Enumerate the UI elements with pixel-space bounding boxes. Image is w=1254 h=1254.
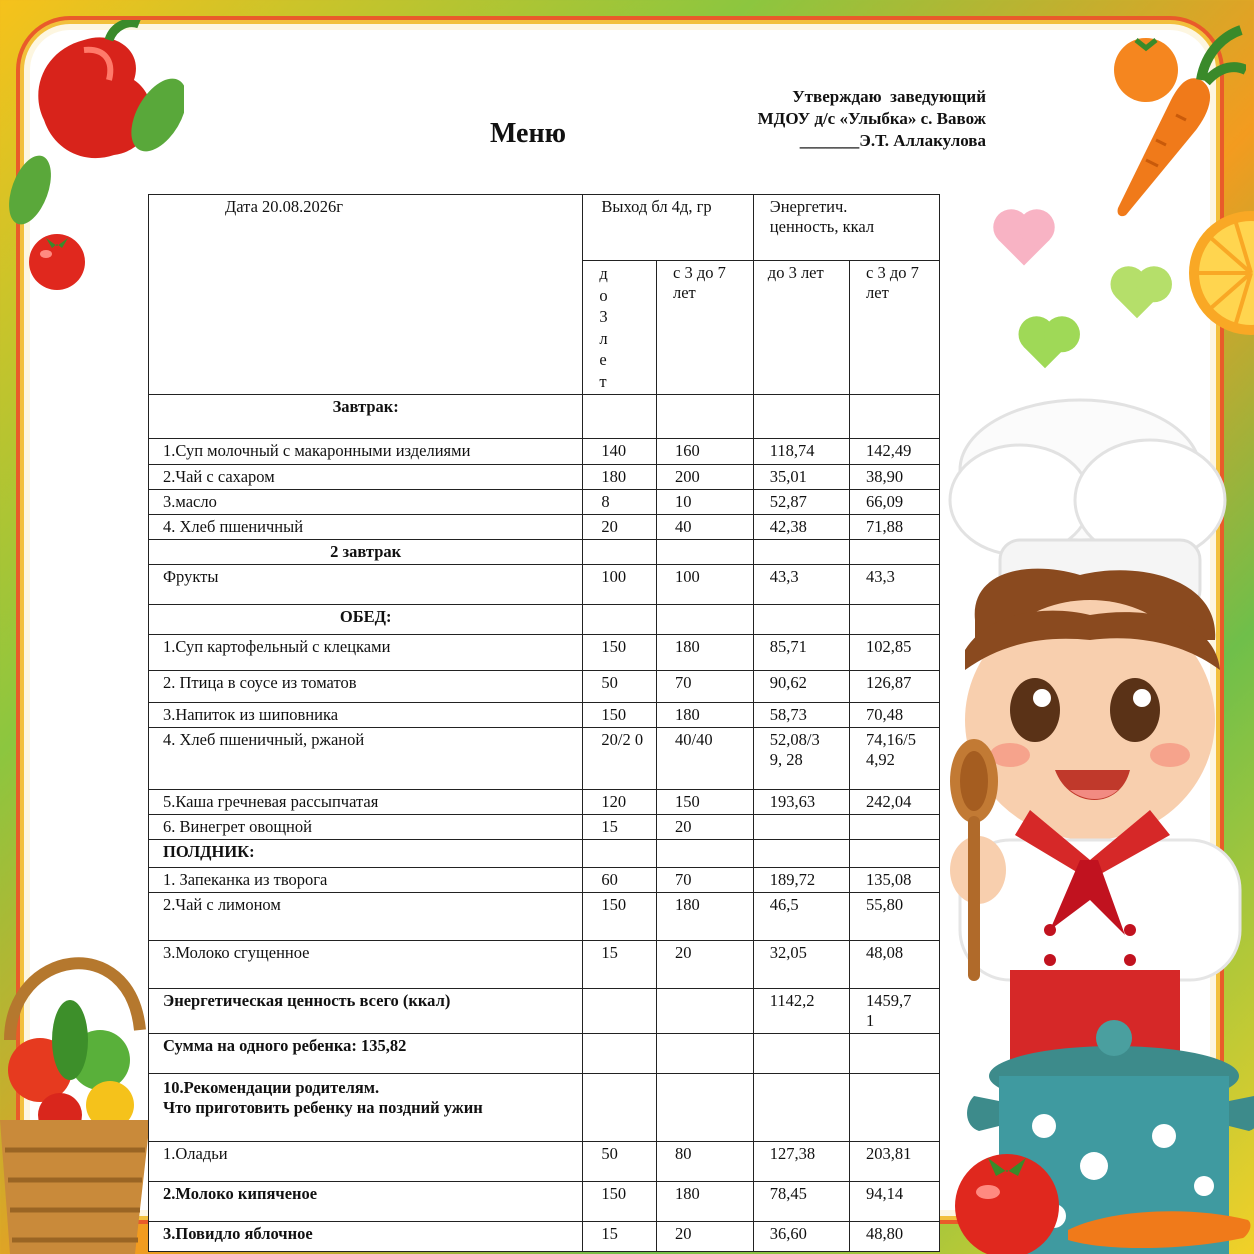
3to7-yield-header: с 3 до 7 лет [657,261,754,395]
sum-label: Сумма на одного ребенка: 135,82 [149,1034,583,1074]
item-name: 1.Суп молочный с макаронными изделиями [163,441,471,460]
total-row [149,989,940,1034]
table-row [149,1142,940,1182]
page-title: Меню [490,118,567,149]
section-row [149,540,940,565]
energy-header: Энергетич. ценность, ккал [753,195,939,261]
table-row [149,893,940,941]
under3-energy-header: до 3 лет [753,261,849,395]
energy-under3: 36,60 [769,1224,807,1243]
item-name: 4. Хлеб пшеничный [163,517,304,536]
energy-3to7: 74,16/5 4,92 [866,730,916,769]
item-name: 3.масло [163,492,217,511]
total-3to7-value: 1459,7 1 [866,991,912,1030]
yield-3to7: 180 [675,705,700,724]
table-row [149,790,940,815]
energy-3to7: 48,08 [866,943,904,962]
energy-under3: 32,05 [769,943,807,962]
vegetable-basket-icon [0,920,160,1254]
yield-under3: 150 [601,637,627,656]
yield-under3: 15 [601,817,618,836]
recommendation-title: 10.Рекомендации родителям. [163,1078,380,1097]
item-name: 1.Суп картофельный с клецками [163,637,391,656]
lunch-rows [149,635,940,840]
table-row [149,490,940,515]
date-cell [149,195,583,395]
energy-under3: 90,62 [769,673,807,692]
leaf-cluster-icon [0,150,60,230]
approval-line-1: Утверждаю заведующий [792,87,986,106]
yield-3to7: 180 [675,1184,700,1203]
yield-under3: 15 [601,943,618,962]
energy-under3: 52,08/3 9, 28 [769,730,820,769]
yield-under3: 50 [601,673,618,692]
energy-under3: 43,3 [769,567,799,586]
item-name: 5.Каша гречневая рассыпчатая [163,792,379,811]
yield-under3: 50 [601,1144,618,1163]
table-row [149,728,940,790]
second-breakfast-rows [149,565,940,605]
yield-under3: 8 [601,492,610,511]
breakfast-rows [149,439,940,540]
section-row [149,605,940,635]
yield-3to7: 20 [675,943,692,962]
energy-under3: 42,38 [769,517,807,536]
table-row [149,439,940,465]
energy-under3: 118,74 [769,441,815,460]
section-row [149,840,940,868]
yield-under3: 150 [601,895,627,914]
yield-under3: 100 [601,567,627,586]
approval-line-3: _______Э.Т. Аллакулова [799,131,986,150]
yield-3to7: 10 [675,492,692,511]
total-label: Энергетическая ценность всего (ккал) [149,989,583,1034]
energy-under3: 193,63 [769,792,816,811]
yield-3to7: 40 [675,517,692,536]
yield-3to7: 40/40 [675,730,713,749]
table-row [149,941,940,989]
orange-slice-icon [1176,208,1254,338]
yield-3to7: 100 [675,567,700,586]
table-row [149,1182,940,1222]
item-name: 3.Напиток из шиповника [163,705,339,724]
yield-under3: 180 [601,467,627,486]
item-name: 4. Хлеб пшеничный, ржаной [163,730,365,749]
section-snack: ПОЛДНИК: [149,840,583,868]
yield-under3: 140 [601,441,627,460]
energy-3to7: 43,3 [866,567,895,586]
table-row [149,1222,940,1252]
table-row [149,703,940,728]
yield-under3: 120 [601,792,627,811]
yield-under3: 20/2 0 [601,730,644,749]
yield-3to7: 20 [675,817,692,836]
energy-under3: 189,72 [769,870,816,889]
recommendation-subtitle: Что приготовить ребенку на поздний ужин [163,1098,483,1117]
energy-3to7: 102,85 [866,637,912,656]
item-name: 2. Птица в соусе из томатов [163,673,357,692]
item-name: 2.Чай с лимоном [163,895,281,914]
snack-rows [149,868,940,989]
yield-3to7: 200 [675,467,700,486]
approval-line-2: МДОУ д/с «Улыбка» с. Вавож [757,109,986,128]
item-name: 2.Молоко кипяченое [163,1184,318,1203]
item-name: 2.Чай с сахаром [163,467,275,486]
date-label: Дата 20.08.2026г [225,197,344,216]
sum-row [149,1034,940,1074]
energy-under3: 52,87 [769,492,807,511]
energy-3to7: 55,80 [866,895,904,914]
yield-header: Выход бл 4д, гр [583,195,753,261]
yield-3to7: 70 [675,673,692,692]
energy-under3: 46,5 [769,895,799,914]
yield-3to7: 160 [675,441,700,460]
item-name: 3.Молоко сгущенное [163,943,310,962]
recommendation-rows [149,1142,940,1252]
recommendation-cell [149,1074,583,1142]
yield-3to7: 150 [675,792,700,811]
table-header-row [149,195,940,261]
energy-3to7: 126,87 [866,673,912,692]
yield-3to7: 20 [675,1224,692,1243]
item-name: 1. Запеканка из творога [163,870,328,889]
yield-under3: 20 [601,517,618,536]
total-under3: 1142,2 [753,989,849,1034]
yield-under3: 150 [601,1184,627,1203]
tomato-icon [24,226,90,292]
energy-under3: 58,73 [769,705,807,724]
carrot-icon [1068,1200,1254,1254]
carrot-icon [1096,20,1246,220]
energy-3to7: 142,49 [866,441,912,460]
energy-3to7: 38,90 [866,467,904,486]
energy-3to7: 94,14 [866,1184,904,1203]
table-row [149,671,940,703]
table-row [149,868,940,893]
item-name: 3.Повидло яблочное [163,1224,313,1243]
tomato-icon [948,1142,1066,1254]
energy-under3: 85,71 [769,637,807,656]
under3-yield-label: д о 3 л ет [599,264,608,391]
item-name: 6. Винегрет овощной [163,817,312,836]
yield-3to7: 80 [675,1144,692,1163]
under3-yield-header [583,261,657,395]
energy-3to7: 70,48 [866,705,904,724]
yield-3to7: 180 [675,637,700,656]
energy-3to7: 135,08 [866,870,912,889]
yield-3to7: 70 [675,870,692,889]
energy-under3: 78,45 [769,1184,807,1203]
energy-under3: 127,38 [769,1144,816,1163]
section-row [149,395,940,439]
yield-under3: 150 [601,705,627,724]
item-name: 1.Оладьи [163,1144,228,1163]
energy-under3: 35,01 [769,467,807,486]
section-lunch: ОБЕД: [149,605,583,635]
section-second-breakfast: 2 завтрак [149,540,583,565]
3to7-energy-header: с 3 до 7 лет [850,261,940,395]
energy-3to7: 66,09 [866,492,904,511]
wooden-spoon-icon [944,736,1004,986]
approval-stamp [758,86,986,152]
energy-3to7: 203,81 [866,1144,912,1163]
yield-under3: 15 [601,1224,618,1243]
table-row [149,515,940,540]
energy-3to7: 48,80 [866,1224,904,1243]
section-breakfast: Завтрак: [149,395,583,439]
item-name: Фрукты [163,567,219,586]
yield-3to7: 180 [675,895,700,914]
recommendation-row [149,1074,940,1142]
table-row [149,635,940,671]
red-pepper-icon [14,20,184,170]
menu-table [148,194,940,1252]
table-row [149,465,940,490]
energy-3to7: 71,88 [866,517,904,536]
table-row [149,565,940,605]
yield-under3: 60 [601,870,618,889]
table-row [149,815,940,840]
total-3to7 [850,989,940,1034]
energy-3to7: 242,04 [866,792,912,811]
